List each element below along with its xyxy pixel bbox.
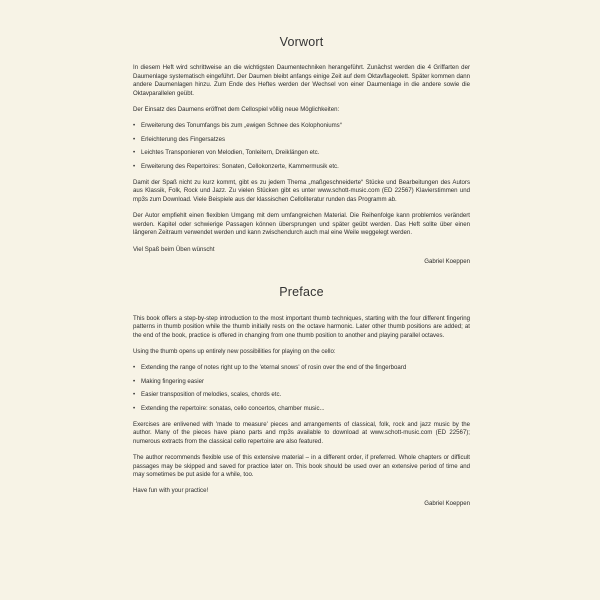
bullet-icon: • bbox=[133, 149, 136, 157]
list-item: • Erweiterung des Tonumfangs bis zum „ewigen Schnee des Kolophoniums“ bbox=[133, 122, 342, 130]
list-item: • Easier transposition of melodies, scales, chords etc. bbox=[133, 391, 282, 399]
german-bullet-list bbox=[133, 122, 470, 171]
german-paragraph-1: In diesem Heft wird schrittweise an die wichtigsten Daumentechniken herangeführt. Zunächst werden die 4 Griffarten der Daumenlage systematisch eingeführt. Der Daumen bleibt anfangs einige Zeit auf dem Oktavflageolett. Später kommen dann andere Daumenlagen hinzu. Zum Ende des Heftes werden der Wechsel von einer Daumenlage in die andere sowie die Oktavparallelen geübt. bbox=[133, 64, 470, 97]
bullet-icon: • bbox=[133, 162, 136, 170]
bullet-icon: • bbox=[133, 364, 136, 372]
english-paragraph-4: The author recommends flexible use of this extensive material – in a different order, if preferred. Whole chapters or difficult passages may be skipped and saved for practice later on. This book should be used over an extensive period of time and may sometimes be put aside for a while, too. bbox=[133, 454, 470, 478]
list-item: • Leichtes Transponieren von Melodien, Tonleitern, Dreiklängen etc. bbox=[133, 149, 320, 157]
bullet-icon: • bbox=[133, 391, 136, 399]
bullet-icon: • bbox=[133, 122, 136, 130]
bullet-icon: • bbox=[133, 377, 136, 385]
english-signature: Gabriel Koeppen bbox=[424, 499, 470, 507]
german-paragraph-3: Damit der Spaß nicht zu kurz kommt, gibt es zu jedem Thema „maßgeschneiderte“ Stücke und Bearbeitungen des Autors aus Klassik, Folk, Rock und Jazz. Zu vielen Stücken gibt es unter www.schott-music.com (ED 22567) Klavierstimmen und mp3s zum Download. Viele Beispiele aus der klassischen Celloliteratur runden das Programm ab. bbox=[133, 179, 470, 203]
english-paragraph-3: Exercises are enlivened with 'made to measure' pieces and arrangements of classical, folk, rock and jazz music by the author. Many of the pieces have piano parts and mp3s available to download at www.schott-music.com (ED 22567); numerous extracts from the classical cello repertoire are also featured. bbox=[133, 420, 470, 445]
german-signature: Gabriel Koeppen bbox=[424, 257, 470, 265]
german-greeting: Viel Spaß beim Üben wünscht bbox=[133, 245, 215, 253]
list-item: • Erweiterung des Repertoires: Sonaten, Cellokonzerte, Kammermusik etc. bbox=[133, 162, 339, 170]
german-paragraph-2: Der Einsatz des Daumens eröffnet dem Cellospiel völlig neue Möglichkeiten: bbox=[133, 106, 340, 114]
english-title: Preface bbox=[279, 285, 324, 300]
list-item: • Making fingering easier bbox=[133, 377, 205, 385]
english-paragraph-1: This book offers a step-by-step introduction to the most important thumb techniques, starting with the four different fingering patterns in thumb position while the thumb initially rests on the octave harmonic. Later other thumb positions are added; at the end of the book, practice is offered in changing from one thumb position to another and playing parallel octaves. bbox=[133, 314, 470, 339]
english-paragraph-2: Using the thumb opens up entirely new possibilities for playing on the cello: bbox=[133, 347, 336, 355]
bullet-icon: • bbox=[133, 404, 136, 412]
german-paragraph-4: Der Autor empfiehlt einen flexiblen Umgang mit dem umfangreichen Material. Die Reihenfolge kann problemlos verändert werden. Kapitel oder schwierige Passagen können übersprungen und später geübt werden. Das Heft sollte über einen längeren Zeitraum verwendet werden und kann zwischendurch auch mal eine Weile weggelegt werden. bbox=[133, 212, 470, 237]
bullet-icon: • bbox=[133, 135, 136, 143]
german-section bbox=[133, 35, 470, 266]
english-bullet-list bbox=[133, 364, 470, 413]
english-greeting: Have fun with your practice! bbox=[133, 487, 209, 495]
list-item: • Erleichterung des Fingersatzes bbox=[133, 135, 226, 143]
list-item: • Extending the range of notes right up to the 'eternal snows' of rosin over the end of the fingerboard bbox=[133, 364, 407, 372]
english-section bbox=[133, 285, 470, 508]
list-item: • Extending the repertoire: sonatas, cello concertos, chamber music... bbox=[133, 404, 325, 412]
german-title: Vorwort bbox=[279, 35, 324, 49]
